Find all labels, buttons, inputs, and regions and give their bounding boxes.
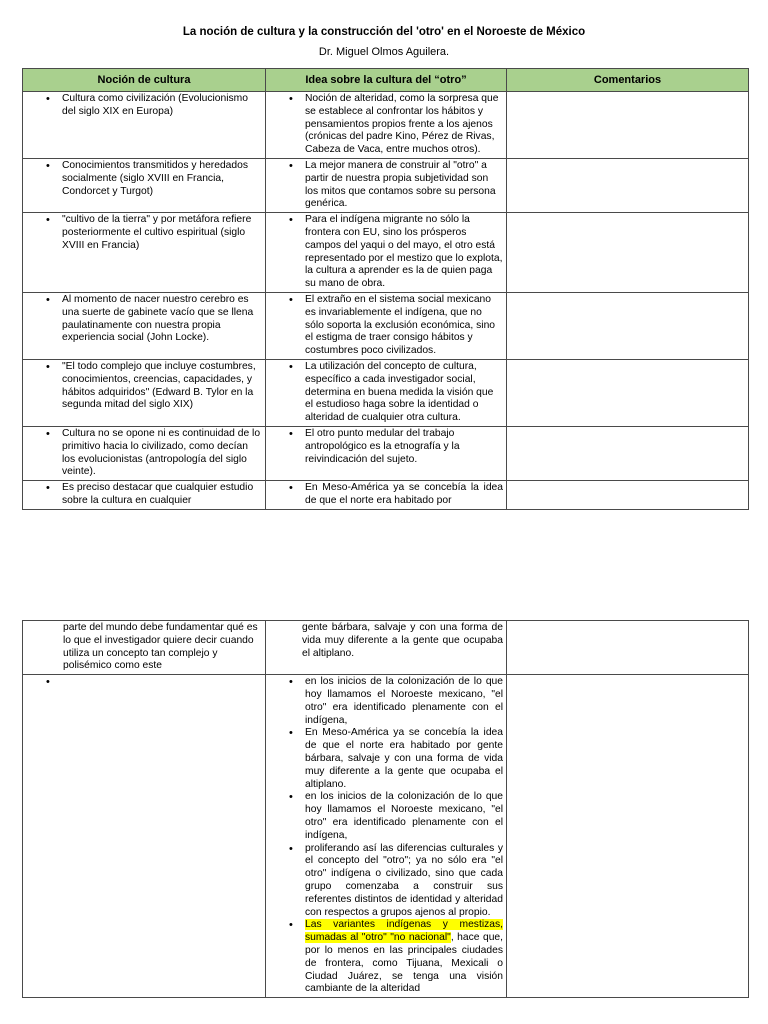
cell-idea [266, 359, 507, 426]
cell-comentarios [507, 359, 749, 426]
list-item: • "cultivo de la tierra" y por metáfora refiere posteriormente el cultivo espiritual (siglo XVIII en Francia) [62, 214, 262, 252]
cell-comentarios [507, 213, 749, 293]
cell-idea [266, 292, 507, 359]
list-item: • En Meso-América ya se concebía la idea de que el norte era habitado por [305, 482, 503, 508]
list-item: • Para el indígena migrante no sólo la frontera con EU, sino los prósperos campos del yaqui o del mayo, el otro está representado por el mestizo que lo explota, la cultura a aprender es la de quien paga su mano de obra. [305, 214, 503, 291]
cell-idea-continued: gente bárbara, salvaje y con una forma de vida muy diferente a la gente que ocupaba el altiplano. [266, 621, 507, 675]
cell-nocion [23, 92, 266, 159]
table-row [23, 213, 749, 293]
list-item: • El extraño en el sistema social mexicano es invariablemente el indígena, que no sólo soporta la exclusión económica, sino el estigma de traer consigo hábitos y costumbres poco civilizados. [305, 294, 503, 358]
cell-comentarios [507, 621, 749, 675]
list-item: • La mejor manera de construir al "otro" a partir de nuestra propia subjetividad son los mitos que contamos sobre su persona genérica. [305, 160, 503, 211]
list-item [62, 676, 262, 689]
document-author: Dr. Miguel Olmos Aguilera. [318, 46, 450, 58]
header-idea: Idea sobre la cultura del “otro” [266, 69, 507, 92]
list-item: • proliferando así las diferencias culturales y el concepto del "otro"; ya no sólo era "el otro" indígena o civilizado, sino que cada grupo comenzaba a construir sus referentes distintos de identidad y alteridad con respectos a grupos ajenos al propio. [305, 843, 503, 920]
cell-nocion [23, 359, 266, 426]
cell-idea [266, 675, 507, 998]
cell-idea [266, 481, 507, 510]
list-item-text: , hace que, por lo menos en las principales ciudades de frontera, como Tijuana, Mexicali o Ciudad Juárez, se tenga una visión cambiante de la alteridad [305, 932, 504, 995]
cell-nocion-continued: parte del mundo debe fundamentar qué es lo que el investigador quiere decir cuando utiliza un concepto tan complejo y polisémico como este [23, 621, 266, 675]
list-item: • Al momento de nacer nuestro cerebro es una suerte de gabinete vacío que se llena paulatinamente con nuestra propia experiencia social (John Locke). [62, 294, 262, 345]
culture-table-page-2 [22, 620, 749, 998]
cell-comentarios [507, 292, 749, 359]
cell-comentarios [507, 92, 749, 159]
table-row [23, 481, 749, 510]
list-item: • en los inicios de la colonización de lo que hoy llamamos el Noroeste mexicano, "el otro" era identificado plenamente con el indígena, [305, 676, 503, 727]
cell-nocion [23, 426, 266, 480]
table-row [23, 359, 749, 426]
cell-nocion [23, 292, 266, 359]
cell-comentarios [507, 481, 749, 510]
document-title: La noción de cultura y la construcción del 'otro' en el Noroeste de México [182, 26, 586, 38]
cell-nocion [23, 213, 266, 293]
header-comentarios: Comentarios [507, 69, 749, 92]
table-row [23, 426, 749, 480]
cell-nocion [23, 481, 266, 510]
table-row [23, 292, 749, 359]
list-item [305, 919, 503, 996]
list-item: • Cultura no se opone ni es continuidad de lo primitivo hacia lo civilizado, como decían los evolucionistas (antropología del siglo veinte). [62, 428, 262, 479]
table-row [23, 158, 749, 212]
cell-comentarios [507, 158, 749, 212]
cell-nocion [23, 675, 266, 998]
cell-comentarios [507, 426, 749, 480]
cell-idea [266, 92, 507, 159]
list-item: • en los inicios de la colonización de lo que hoy llamamos el Noroeste mexicano, "el otro" era identificado plenamente con el indígena, [305, 791, 503, 842]
table-header-row [23, 69, 749, 92]
list-item: • Cultura como civilización (Evolucionismo del siglo XIX en Europa) [62, 93, 262, 119]
cell-nocion [23, 158, 266, 212]
list-item: • Es preciso destacar que cualquier estudio sobre la cultura en cualquier [62, 482, 262, 508]
table-row [23, 621, 749, 675]
list-item: • La utilización del concepto de cultura, específico a cada investigador social, determina en buena medida la visión que el estudioso haga sobre la identidad o alteridad de cualquier otra cultura. [305, 361, 503, 425]
cell-idea [266, 426, 507, 480]
cell-idea [266, 213, 507, 293]
culture-table-page-1 [22, 68, 749, 510]
header-nocion: Noción de cultura [23, 69, 266, 92]
table-row [23, 92, 749, 159]
list-item: • El otro punto medular del trabajo antropológico es la etnografía y la reivindicación del sujeto. [305, 428, 503, 466]
cell-comentarios [507, 675, 749, 998]
list-item: • Noción de alteridad, como la sorpresa que se establece al confrontar los hábitos y pensamientos propios frente a los ajenos (crónicas del padre Kino, Pérez de Rivas, Cabeza de Vaca, entre muchos otros). [305, 93, 503, 157]
cell-idea [266, 158, 507, 212]
table-row [23, 675, 749, 998]
list-item: • "El todo complejo que incluye costumbres, conocimientos, creencias, capacidades, y hábitos adquiridos" (Edward B. Tylor en la segunda mitad del siglo XIX) [62, 361, 262, 412]
list-item: • En Meso-América ya se concebía la idea de que el norte era habitado por gente bárbara, salvaje y con una forma de vida muy diferente a la gente que ocupaba el altiplano. [305, 727, 503, 791]
list-item: • Conocimientos transmitidos y heredados socialmente (siglo XVIII en Francia, Condorcet y Turgot) [62, 160, 262, 198]
highlighted-text: Las variantes indígenas y mestizas, sumadas al "otro" "no nacional" [305, 919, 503, 944]
